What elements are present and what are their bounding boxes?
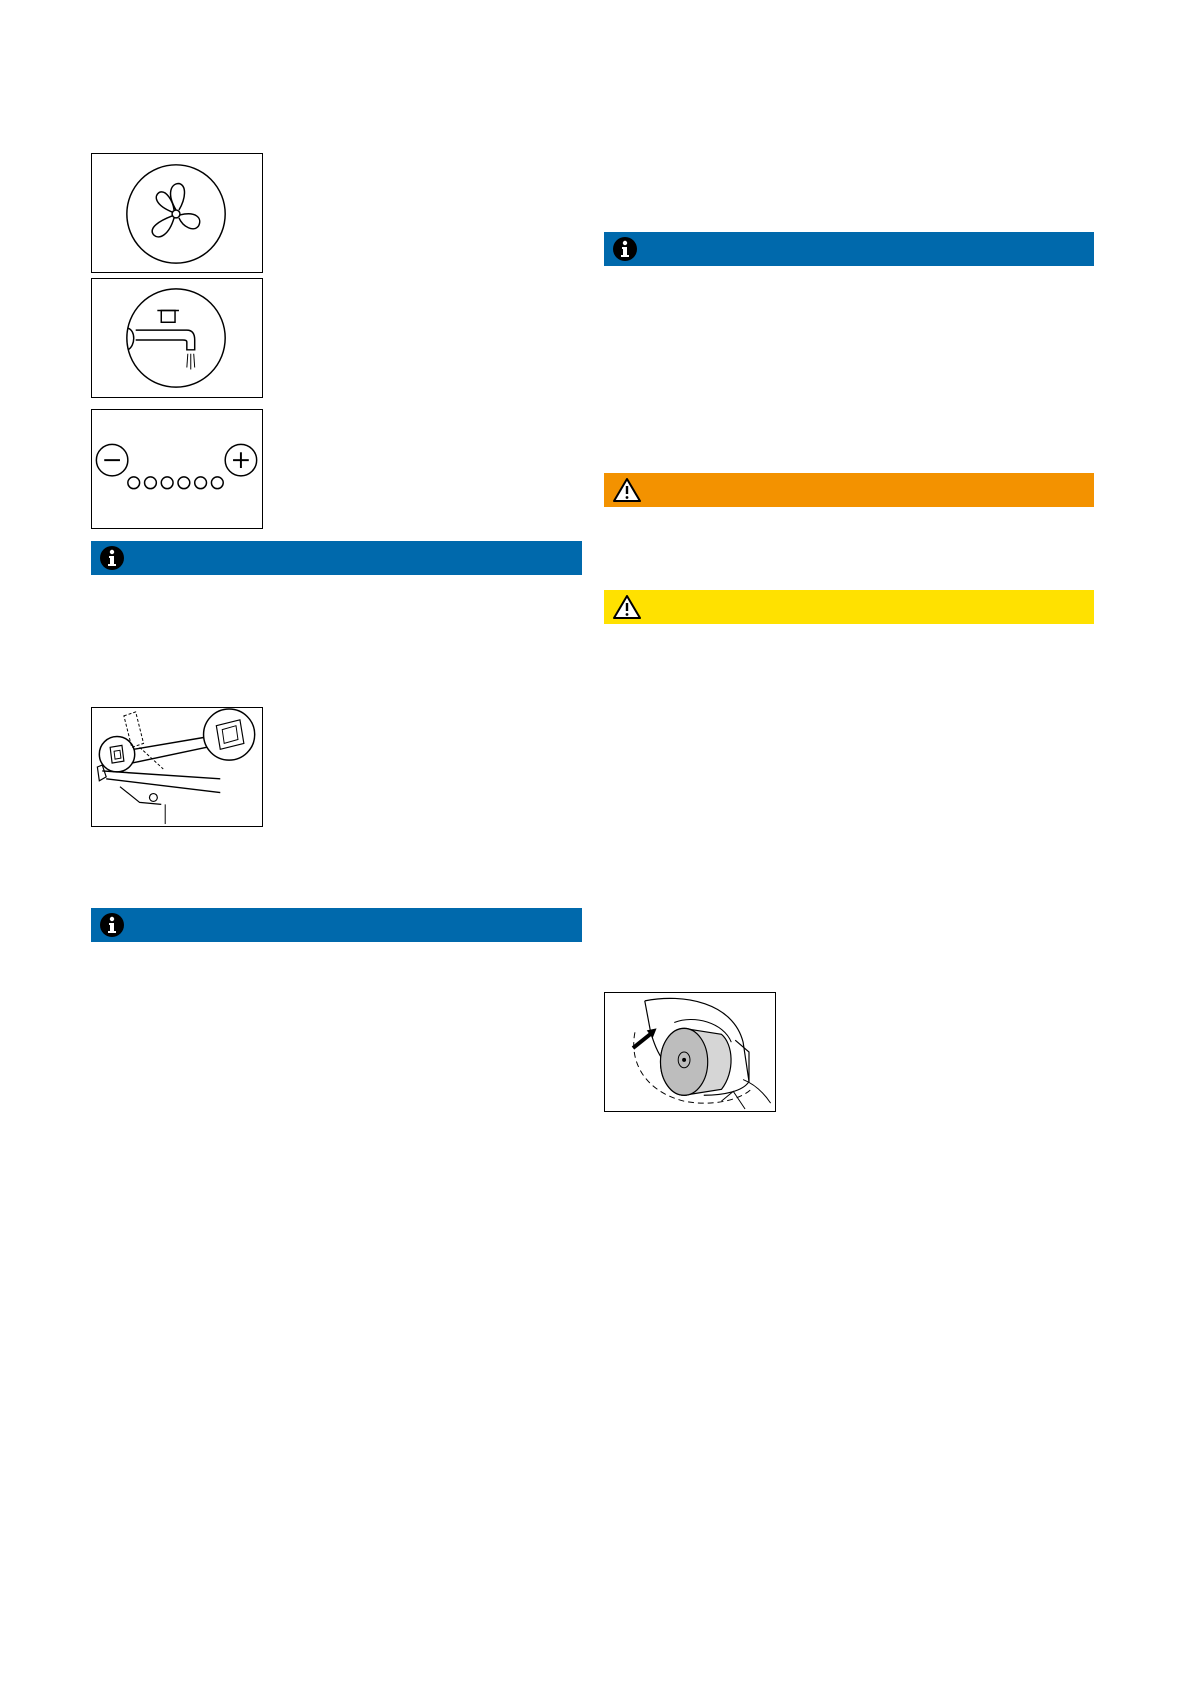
warning-triangle-icon <box>612 594 642 620</box>
fan-icon <box>92 154 262 272</box>
lever-detail-figure <box>91 707 263 827</box>
info-notice-bar <box>91 908 582 942</box>
warning-notice-bar <box>604 473 1094 507</box>
brush-roller-icon <box>605 993 775 1111</box>
brush-roller-figure <box>604 992 776 1112</box>
water-tap-symbol-figure <box>91 278 263 398</box>
minus-plus-level-figure <box>91 409 263 529</box>
info-notice-bar <box>91 541 582 575</box>
info-icon <box>612 236 638 262</box>
level-indicator-icon <box>92 410 262 528</box>
lever-icon <box>92 708 262 826</box>
info-icon <box>99 912 125 938</box>
fan-symbol-figure <box>91 153 263 273</box>
water-tap-icon <box>92 279 262 397</box>
info-notice-bar <box>604 232 1094 266</box>
warning-triangle-icon <box>612 477 642 503</box>
info-icon <box>99 545 125 571</box>
caution-notice-bar <box>604 590 1094 624</box>
